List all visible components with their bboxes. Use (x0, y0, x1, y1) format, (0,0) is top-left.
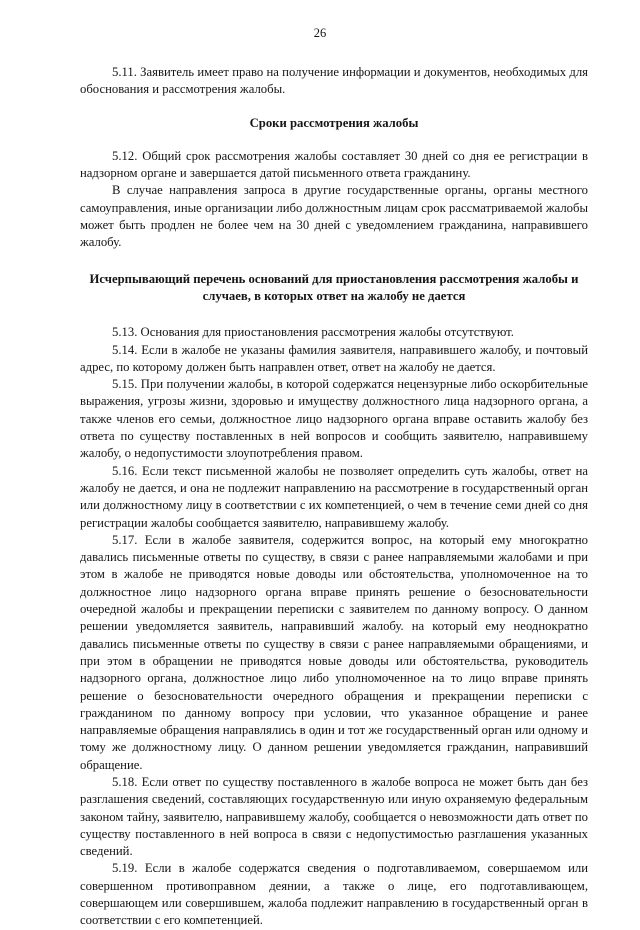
paragraph-5-15: 5.15. При получении жалобы, в которой содержатся нецензурные либо оскорбительные выражения, угрозы жизни, здоровью и имуществу должностного лица надзорного органа, а также членов его семьи, должностное лицо надзорного органа вправе оставить жалобу без ответа по существу поставленных в ней вопросов и сообщить заявителю, направившему жалобу, о недопустимости злоупотребления правом. (80, 377, 588, 461)
paragraph-5-17: 5.17. Если в жалобе заявителя, содержится вопрос, на который ему многократно давались письменные ответы по существу, в связи с ранее направляемыми жалобами и при этом в жалобе не приводятся новые доводы или обстоятельства, уполномоченное на то должностное лицо надзорного органа вправе принять решение о безосновательности очередной жалобы и прекращении переписки с заявителем по данному вопросу. О данном решении уведомляется заявитель, направивший жалобу. на который ему неоднократно давались письменные ответы по существу в связи с ранее направляемыми обращениями, и при этом в обращении не приводятся новые доводы или обстоятельства, руководитель надзорного органа, должностное лицо либо уполномоченное на то лицо вправе принять решение о безосновательности очередного обращения и прекращении переписки с гражданином по данному вопросу при условии, что указанное обращение и ранее направляемые обращения направлялись в один и тот же государственный орган или одному и тому же должностному лицу. О данном решении уведомляется гражданин, направивший обращение. (80, 532, 588, 772)
paragraph-5-16: 5.16. Если текст письменной жалобы не позволяет определить суть жалобы, ответ на жалобу не дается, и она не подлежит направлению на рассмотрение в государственный орган или должностному лицу в соответствии с их компетенцией, о чем в течение семи дней со дня регистрации жалобы сообщается заявителю, направившему жалобу. (80, 463, 588, 530)
paragraph-5-14: 5.14. Если в жалобе не указаны фамилия заявителя, направившего жалобу, и почтовый адрес, по которому должен быть направлен ответ, ответ на жалобу не дается. (80, 342, 588, 374)
document-body (80, 64, 588, 930)
paragraph-5-12: 5.12. Общий срок рассмотрения жалобы составляет 30 дней со дня ее регистрации в надзорном органе и завершается датой письменного ответа гражданину. (80, 148, 588, 181)
paragraph-5-13: 5.13. Основания для приостановления рассмотрения жалобы отсутствуют. (112, 325, 514, 340)
section-heading-review-terms: Сроки рассмотрения жалобы (249, 115, 419, 130)
paragraph-5-18: 5.18. Если ответ по существу поставленного в жалобе вопроса не может быть дан без разглашения сведений, составляющих государственную или иную охраняемую федеральным законом тайну, заявителю, направившему жалобу, сообщается о невозможности дать ответ по существу поставленного в ней вопроса в связи с недопустимостью разглашения указанных сведений. (80, 774, 588, 859)
section-heading-suspension-grounds: Исчерпывающий перечень оснований для приостановления рассмотрения жалобы и случаев, в которых ответ на жалобу не дается (89, 271, 579, 303)
paragraph-5-19: 5.19. Если в жалобе содержатся сведения о подготавливаемом, совершаемом или совершенном противоправном деянии, а также о лице, его подготавливающем, совершающем или совершившем, жалоба подлежит направлению в государственный орган в соответствии с его компетенцией. (80, 861, 588, 928)
page-number: 26 (313, 26, 327, 40)
paragraph-5-12-continued: В случае направления запроса в другие государственные органы, органы местного самоуправления, иные организации либо должностным лицам срок рассматриваемой жалобы может быть продлен не более чем на 30 дней с уведомлением гражданина, направившего жалобу. (80, 183, 588, 250)
paragraph-5-11: 5.11. Заявитель имеет право на получение информации и документов, необходимых для обоснования и рассмотрения жалобы. (80, 65, 588, 97)
